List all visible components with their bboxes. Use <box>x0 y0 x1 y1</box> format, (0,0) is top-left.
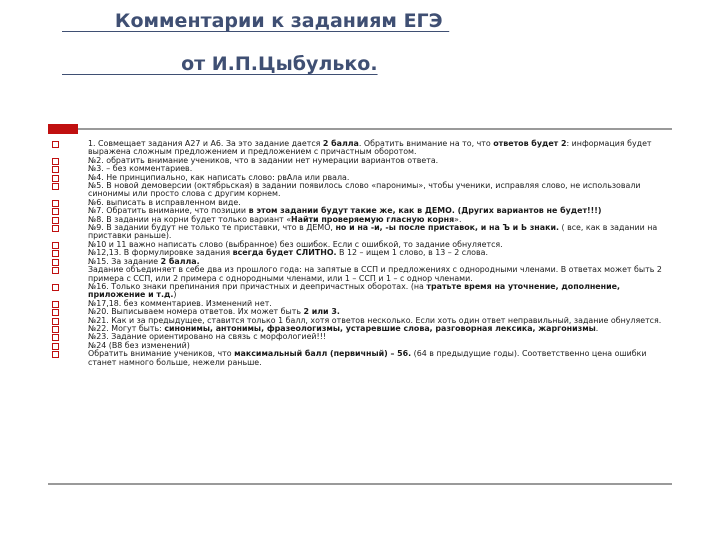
item-text: 1. Совмещает задания А27 и А6. За это задание дается <box>88 139 323 148</box>
square-bullet-icon <box>52 166 59 173</box>
item-text: №15. За задание <box>88 256 161 266</box>
square-bullet-icon <box>52 309 59 316</box>
item-text: №2. обратить внимание учеников, что в задании нет нумерации вариантов ответа. <box>88 155 439 165</box>
item-text: . Обратить внимание на то, что <box>358 139 494 148</box>
square-bullet-icon <box>52 217 59 224</box>
square-bullet-icon <box>52 183 59 190</box>
emphasis-text: максимальный балл (первичный) – 56. <box>234 349 412 359</box>
bottom-divider <box>48 483 672 485</box>
item-text: №12,13. В формулировке задания <box>88 248 233 258</box>
item-text: №5. В новой демоверсии (октябрьская) в задании появилось слово «паронимы», чтобы ученики, исправляя слово, не использовали синонимы или просто слова с другим корнем. <box>88 181 641 199</box>
emphasis-text: 2 или 3. <box>303 307 340 317</box>
item-text: №10 и 11 важно написать слово (выбранное) без ошибок. Если с ошибкой, то задание обнуляется. <box>88 239 503 249</box>
item-text: . <box>595 323 599 333</box>
emphasis-text: 2 балла <box>322 139 359 148</box>
square-bullet-icon <box>52 242 59 249</box>
list-item <box>52 350 677 367</box>
item-text: ». <box>454 214 462 224</box>
square-bullet-icon <box>52 267 59 274</box>
list-item <box>52 224 677 241</box>
emphasis-text: в этом задании будут такие же, как в ДЕМО. (Других вариантов не будет!!!) <box>248 206 602 216</box>
square-bullet-icon <box>52 175 59 182</box>
emphasis-text: синонимы, антонимы, фразеологизмы, устаревшие слова, разговорная лексика, жаргонизмы <box>164 323 596 333</box>
item-text: №4. Не принципиально, как написать слово: рвАла или рвала. <box>88 172 350 182</box>
accent-bar <box>48 124 78 134</box>
item-text: №3. – без комментариев. <box>88 164 193 174</box>
list-item <box>52 266 677 283</box>
item-text: №9. В задании будут не только те приставки, что в ДЕМО, <box>88 223 336 233</box>
item-text: Обратить внимание учеников, что <box>88 349 235 359</box>
item-text: №6. выписать в исправленном виде. <box>88 197 241 207</box>
list-item <box>52 182 677 199</box>
item-text: №22. Могут быть: <box>88 323 165 333</box>
comment-list <box>52 140 677 367</box>
item-text: Задание объединяет в себе два из прошлого года: на запятые в ССП и предложениях с однородными членами. В ответах может быть 2 примера с ССП, или 2 примера с однородными членами, или 1 – ССП и 1 – с однор членами. <box>88 265 662 283</box>
list-item <box>52 283 677 300</box>
list-item <box>52 140 677 157</box>
emphasis-text: всегда будет СЛИТНО. <box>232 248 337 258</box>
item-text: №7. Обратить внимание, что позиции <box>88 206 249 216</box>
top-divider <box>78 128 672 130</box>
item-text: №17,18. без комментариев. Изменений нет. <box>88 298 272 308</box>
emphasis-text: Найти проверяемую гласную корня <box>291 214 455 224</box>
square-bullet-icon <box>52 284 59 291</box>
square-bullet-icon <box>52 334 59 341</box>
square-bullet-icon <box>52 343 59 350</box>
square-bullet-icon <box>52 250 59 257</box>
square-bullet-icon <box>52 141 59 148</box>
square-bullet-icon <box>52 259 59 266</box>
item-text: ) <box>173 290 177 300</box>
square-bullet-icon <box>52 351 59 358</box>
square-bullet-icon <box>52 301 59 308</box>
emphasis-text: 2 балла. <box>160 256 200 266</box>
item-text: : информация будет выражена сложным предложением и предложением с причастным оборотом. <box>88 139 652 157</box>
title-line-1: Комментарии к заданиям ЕГЭ <box>62 10 450 32</box>
emphasis-text: ответов будет 2 <box>493 139 567 148</box>
square-bullet-icon <box>52 225 59 232</box>
square-bullet-icon <box>52 208 59 215</box>
item-text: №24 (В8 без изменений) <box>88 340 190 350</box>
square-bullet-icon <box>52 318 59 325</box>
item-text: №23. Задание ориентировано на связь с морфологией!!! <box>88 332 327 342</box>
emphasis-text: тратьте время на уточнение, дополнение, приложение и т.д. <box>88 281 620 300</box>
item-text: №21. Как и за предыдущее, ставится только 1 балл, хотя ответов несколько. Если хоть один ответ неправильный, задание обнуляется. <box>88 315 662 325</box>
title-line-2: от И.П.Цыбулько. <box>62 53 378 75</box>
item-text: №16. Только знаки препинания при причастных и деепричастных оборотах. (на <box>88 281 427 291</box>
emphasis-text: но и на -и, -ы после приставок, и на Ъ и Ь знаки. <box>335 223 559 233</box>
item-text: №20. Выписываем номера ответов. Их может быть <box>88 307 304 317</box>
item-text: В 12 – ищем 1 слово, в 13 – 2 слова. <box>336 248 488 258</box>
square-bullet-icon <box>52 158 59 165</box>
item-text: (64 в предыдущие годы). Соответственно цена ошибки станет намного больше, нежели раньше. <box>88 349 647 367</box>
item-text: №8. В задании на корни будет только вариант « <box>88 214 292 224</box>
item-text: ( все, как в задании на приставки раньше). <box>88 223 658 241</box>
square-bullet-icon <box>52 326 59 333</box>
square-bullet-icon <box>52 200 59 207</box>
